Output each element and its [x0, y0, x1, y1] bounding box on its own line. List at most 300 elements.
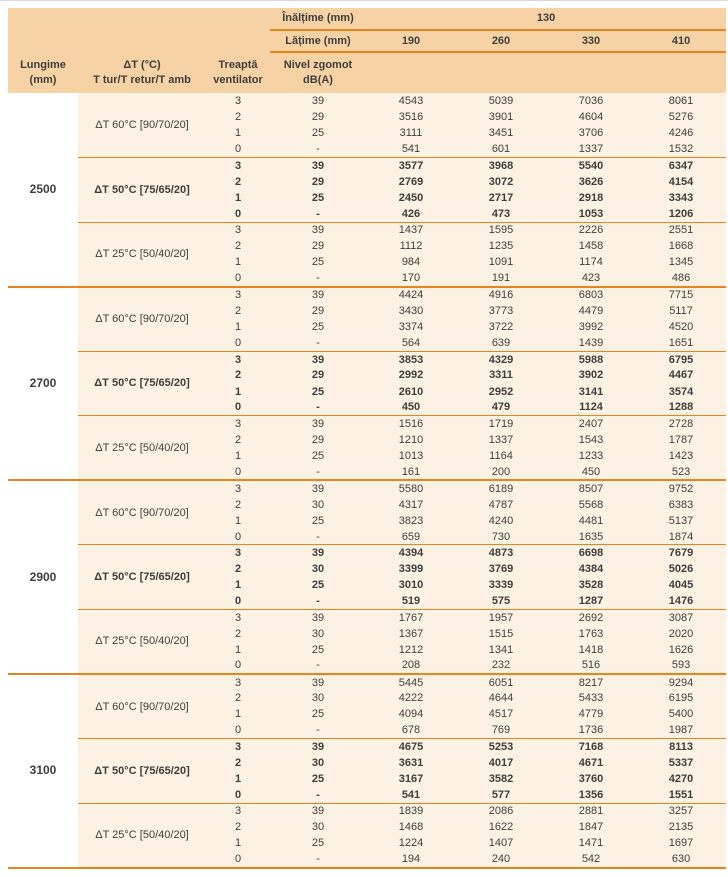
noise-level-value: 30 [270, 819, 366, 835]
heat-output-value: 4017 [456, 755, 546, 771]
heat-output-value: 450 [366, 400, 456, 416]
fan-step-value: 0 [206, 593, 270, 609]
noise-level-value: 39 [270, 287, 366, 303]
fan-step-value: 1 [206, 190, 270, 206]
heat-output-value: 7679 [636, 545, 726, 561]
heat-output-value: 5568 [546, 497, 636, 513]
heat-output-value: 2692 [546, 610, 636, 626]
delta-t-label: ΔT 60°C [90/70/20] [78, 674, 206, 739]
fan-step-value: 2 [206, 497, 270, 513]
noise-level-value: 25 [270, 706, 366, 722]
heat-output-value: 659 [366, 529, 456, 545]
heat-output-value: 3769 [456, 561, 546, 577]
fan-step-value: 1 [206, 642, 270, 658]
heat-output-value: 3773 [456, 303, 546, 319]
noise-level-value: 29 [270, 238, 366, 254]
fan-step-value: 2 [206, 174, 270, 190]
heat-output-value: 3072 [456, 174, 546, 190]
fan-step-value: 0 [206, 529, 270, 545]
heat-output-value: 450 [546, 464, 636, 480]
length-value: 2700 [8, 287, 78, 481]
heat-output-value: 4094 [366, 706, 456, 722]
heat-output-value: 4424 [366, 287, 456, 303]
heat-output-value: 1367 [366, 626, 456, 642]
heat-output-value: 3823 [366, 513, 456, 529]
fan-step-value: 0 [206, 141, 270, 157]
fan-step-value: 3 [206, 416, 270, 432]
heat-output-value: 516 [546, 658, 636, 674]
heat-output-value: 2086 [456, 803, 546, 819]
heat-output-table [8, 8, 726, 869]
fan-step-value: 0 [206, 464, 270, 480]
heat-output-value: 3902 [546, 367, 636, 383]
heat-output-value: 769 [456, 722, 546, 738]
heat-output-value: 1763 [546, 626, 636, 642]
noise-level-value: 25 [270, 384, 366, 400]
delta-t-column-header: ΔT (°C) T tur/T retur/T amb [78, 52, 206, 93]
heat-output-value: 2952 [456, 384, 546, 400]
fan-step-value: 2 [206, 238, 270, 254]
heat-output-value: 8113 [636, 739, 726, 755]
heat-output-value: 5433 [546, 690, 636, 706]
heat-output-value: 1337 [456, 432, 546, 448]
heat-output-value: 8061 [636, 93, 726, 109]
table-row [8, 416, 726, 432]
noise-level-value: - [270, 206, 366, 222]
fan-step-value: 1 [206, 384, 270, 400]
heat-output-value: 575 [456, 593, 546, 609]
table-header [8, 8, 726, 93]
fan-step-value: 3 [206, 93, 270, 109]
heat-output-value: 2020 [636, 626, 726, 642]
noise-level-value: 39 [270, 610, 366, 626]
heat-output-value: 170 [366, 271, 456, 287]
delta-t-label: ΔT 25°C [50/40/20] [78, 222, 206, 287]
heat-output-value: 5026 [636, 561, 726, 577]
heat-output-value: 1626 [636, 642, 726, 658]
heat-output-value: 6803 [546, 287, 636, 303]
noise-level-value: 39 [270, 803, 366, 819]
fan-step-value: 0 [206, 206, 270, 222]
heat-output-value: 3722 [456, 319, 546, 335]
heat-output-value: 1635 [546, 529, 636, 545]
heat-output-value: 1468 [366, 819, 456, 835]
heat-output-value: 1224 [366, 835, 456, 851]
heat-output-value: 3430 [366, 303, 456, 319]
heat-output-value: 639 [456, 335, 546, 351]
noise-level-column-header: Nivel zgomot dB(A) [270, 52, 366, 93]
heat-output-value: 4317 [366, 497, 456, 513]
heat-output-value: 3311 [456, 367, 546, 383]
heat-output-value: 630 [636, 852, 726, 868]
fan-step-value: 1 [206, 706, 270, 722]
heat-output-value: 3141 [546, 384, 636, 400]
heat-output-value: 486 [636, 271, 726, 287]
fan-step-value: 1 [206, 577, 270, 593]
delta-t-label: ΔT 25°C [50/40/20] [78, 803, 206, 868]
length-value: 3100 [8, 674, 78, 868]
heat-output-value: 730 [456, 529, 546, 545]
fan-step-value: 3 [206, 480, 270, 496]
heat-output-value: 542 [546, 852, 636, 868]
heat-output-value: 5445 [366, 674, 456, 690]
noise-level-value: 39 [270, 158, 366, 174]
heat-output-value: 479 [456, 400, 546, 416]
delta-t-label: ΔT 50°C [75/65/20] [78, 351, 206, 416]
fan-step-column-header: Treaptă ventilator [206, 52, 270, 93]
heat-output-value: 1622 [456, 819, 546, 835]
noise-level-value: - [270, 593, 366, 609]
heat-output-value: 4240 [456, 513, 546, 529]
heat-output-value: 3626 [546, 174, 636, 190]
table-row [8, 222, 726, 238]
heat-output-value: 4787 [456, 497, 546, 513]
heat-output-value: 3399 [366, 561, 456, 577]
heat-output-value: 1091 [456, 254, 546, 270]
heat-output-value: 1164 [456, 448, 546, 464]
fan-step-value: 3 [206, 674, 270, 690]
heat-output-value: 1337 [546, 141, 636, 157]
heat-output-value: 6347 [636, 158, 726, 174]
heat-output-value: 2717 [456, 190, 546, 206]
heat-output-value: 4543 [366, 93, 456, 109]
table-row [8, 287, 726, 303]
table-row [8, 351, 726, 367]
fan-step-value: 2 [206, 432, 270, 448]
heat-output-value: 3010 [366, 577, 456, 593]
heat-output-value: 4675 [366, 739, 456, 755]
fan-step-value: 3 [206, 739, 270, 755]
noise-level-value: 25 [270, 835, 366, 851]
heat-output-value: 3374 [366, 319, 456, 335]
table-row [8, 739, 726, 755]
page-top-divider [0, 0, 728, 1]
heat-output-value: 1543 [546, 432, 636, 448]
fan-step-value: 3 [206, 222, 270, 238]
heat-output-value: 3968 [456, 158, 546, 174]
length-column-header: Lungime (mm) [8, 52, 78, 93]
heat-output-value: 2226 [546, 222, 636, 238]
delta-t-label: ΔT 25°C [50/40/20] [78, 416, 206, 481]
heat-output-value: 1437 [366, 222, 456, 238]
heat-output-value: 1839 [366, 803, 456, 819]
heat-output-value: 191 [456, 271, 546, 287]
heat-output-value: 4329 [456, 351, 546, 367]
noise-level-value: - [270, 658, 366, 674]
fan-step-value: 2 [206, 819, 270, 835]
heat-output-value: 1212 [366, 642, 456, 658]
heat-output-value: 3706 [546, 125, 636, 141]
height-header-row [8, 8, 726, 30]
heat-output-value: 1736 [546, 722, 636, 738]
noise-level-value: 39 [270, 545, 366, 561]
heat-output-value: 4916 [456, 287, 546, 303]
heat-output-value: 4479 [546, 303, 636, 319]
heat-output-value: 593 [636, 658, 726, 674]
heat-output-value: 4517 [456, 706, 546, 722]
delta-t-label: ΔT 60°C [90/70/20] [78, 287, 206, 352]
heat-output-value: 6051 [456, 674, 546, 690]
heat-output-value: 9752 [636, 480, 726, 496]
fan-step-value: 1 [206, 254, 270, 270]
noise-level-value: - [270, 722, 366, 738]
heat-output-value: 2881 [546, 803, 636, 819]
heat-output-value: 4520 [636, 319, 726, 335]
heat-output-value: 3257 [636, 803, 726, 819]
fan-step-value: 1 [206, 771, 270, 787]
noise-level-value: - [270, 852, 366, 868]
heat-output-value: 3853 [366, 351, 456, 367]
noise-level-value: 30 [270, 755, 366, 771]
heat-output-value: 4467 [636, 367, 726, 383]
heat-output-value: 4154 [636, 174, 726, 190]
heat-output-value: 3577 [366, 158, 456, 174]
fan-step-value: 0 [206, 400, 270, 416]
heat-output-value: 4045 [636, 577, 726, 593]
heat-output-value: 577 [456, 787, 546, 803]
heat-output-value: 4246 [636, 125, 726, 141]
delta-t-label: ΔT 25°C [50/40/20] [78, 610, 206, 675]
heat-output-value: 2728 [636, 416, 726, 432]
fan-step-value: 1 [206, 125, 270, 141]
heat-output-value: 5253 [456, 739, 546, 755]
heat-output-value: 1407 [456, 835, 546, 851]
heat-output-value: 1787 [636, 432, 726, 448]
heat-output-value: 6795 [636, 351, 726, 367]
heat-output-value: 4394 [366, 545, 456, 561]
heat-output-value: 2918 [546, 190, 636, 206]
noise-level-value: 25 [270, 254, 366, 270]
noise-level-value: 29 [270, 432, 366, 448]
heat-output-value: 564 [366, 335, 456, 351]
heat-output-value: 1516 [366, 416, 456, 432]
width-column-header: 330 [546, 30, 636, 52]
heat-output-value: 523 [636, 464, 726, 480]
heat-output-value: 4873 [456, 545, 546, 561]
fan-step-value: 2 [206, 690, 270, 706]
table-row [8, 803, 726, 819]
heat-output-value: 2450 [366, 190, 456, 206]
table-row [8, 480, 726, 496]
heat-output-value: 3574 [636, 384, 726, 400]
heat-output-value: 6383 [636, 497, 726, 513]
fan-step-value: 0 [206, 658, 270, 674]
noise-level-value: 39 [270, 674, 366, 690]
heat-output-value: 3528 [546, 577, 636, 593]
fan-step-value: 2 [206, 367, 270, 383]
width-header-row [8, 30, 726, 52]
delta-t-label: ΔT 60°C [90/70/20] [78, 93, 206, 158]
heat-output-value: 5276 [636, 109, 726, 125]
header-spacer [366, 52, 726, 93]
width-column-header: 190 [366, 30, 456, 52]
heat-output-value: 1458 [546, 238, 636, 254]
heat-output-value: 3516 [366, 109, 456, 125]
noise-level-value: 30 [270, 626, 366, 642]
heat-output-value: 1418 [546, 642, 636, 658]
heat-output-value: 678 [366, 722, 456, 738]
noise-level-value: - [270, 464, 366, 480]
heat-output-value: 3631 [366, 755, 456, 771]
heat-output-value: 3992 [546, 319, 636, 335]
heat-output-value: 1013 [366, 448, 456, 464]
heat-output-value: 1206 [636, 206, 726, 222]
heat-output-value: 1124 [546, 400, 636, 416]
delta-t-label: ΔT 50°C [75/65/20] [78, 739, 206, 804]
heat-output-value: 5337 [636, 755, 726, 771]
heat-output-value: 5039 [456, 93, 546, 109]
fan-step-value: 3 [206, 610, 270, 626]
fan-step-value: 1 [206, 319, 270, 335]
heat-output-value: 1341 [456, 642, 546, 658]
heat-output-value: 541 [366, 141, 456, 157]
noise-level-value: 25 [270, 319, 366, 335]
heat-output-value: 4222 [366, 690, 456, 706]
heat-output-value: 5117 [636, 303, 726, 319]
fan-step-value: 3 [206, 351, 270, 367]
noise-level-value: 39 [270, 416, 366, 432]
noise-level-value: 29 [270, 367, 366, 383]
heat-output-value: 200 [456, 464, 546, 480]
heat-output-value: 4671 [546, 755, 636, 771]
fan-step-value: 3 [206, 545, 270, 561]
table-row [8, 158, 726, 174]
width-column-header: 410 [636, 30, 726, 52]
heat-output-value: 240 [456, 852, 546, 868]
heat-output-value: 3087 [636, 610, 726, 626]
heat-output-value: 1767 [366, 610, 456, 626]
table-body [8, 93, 726, 868]
noise-level-value: 39 [270, 739, 366, 755]
delta-t-label: ΔT 50°C [75/65/20] [78, 158, 206, 223]
heat-output-value: 2610 [366, 384, 456, 400]
noise-level-value: - [270, 335, 366, 351]
heat-output-value: 5137 [636, 513, 726, 529]
heat-output-value: 1423 [636, 448, 726, 464]
heat-output-value: 1471 [546, 835, 636, 851]
heat-output-value: 4481 [546, 513, 636, 529]
heat-output-value: 6189 [456, 480, 546, 496]
table-row [8, 545, 726, 561]
noise-level-value: 25 [270, 125, 366, 141]
heat-output-value: 1174 [546, 254, 636, 270]
heat-output-value: 3343 [636, 190, 726, 206]
noise-level-value: - [270, 787, 366, 803]
heat-output-value: 601 [456, 141, 546, 157]
heat-output-value: 1551 [636, 787, 726, 803]
delta-t-label: ΔT 50°C [75/65/20] [78, 545, 206, 610]
length-value: 2500 [8, 93, 78, 287]
heat-output-value: 1987 [636, 722, 726, 738]
fan-step-value: 0 [206, 852, 270, 868]
heat-output-value: 1957 [456, 610, 546, 626]
heat-output-value: 1874 [636, 529, 726, 545]
heat-output-value: 4644 [456, 690, 546, 706]
heat-output-value: 1053 [546, 206, 636, 222]
noise-level-value: 25 [270, 190, 366, 206]
noise-level-value: 25 [270, 577, 366, 593]
heat-output-value: 6195 [636, 690, 726, 706]
height-header-label: Înălțime (mm) [270, 8, 366, 30]
heat-output-value: 5400 [636, 706, 726, 722]
heat-output-value: 4384 [546, 561, 636, 577]
fan-step-value: 0 [206, 271, 270, 287]
heat-output-value: 3760 [546, 771, 636, 787]
table-row [8, 610, 726, 626]
fan-step-value: 2 [206, 626, 270, 642]
noise-level-value: 29 [270, 109, 366, 125]
heat-output-value: 8507 [546, 480, 636, 496]
fan-step-value: 2 [206, 303, 270, 319]
heat-output-value: 426 [366, 206, 456, 222]
heat-output-value: 5540 [546, 158, 636, 174]
heat-output-value: 984 [366, 254, 456, 270]
noise-level-value: 39 [270, 351, 366, 367]
heat-output-value: 519 [366, 593, 456, 609]
heat-output-value: 3111 [366, 125, 456, 141]
heat-output-value: 1532 [636, 141, 726, 157]
noise-level-value: - [270, 271, 366, 287]
noise-level-value: - [270, 529, 366, 545]
fan-step-value: 1 [206, 835, 270, 851]
heat-output-value: 1697 [636, 835, 726, 851]
noise-level-value: 29 [270, 174, 366, 190]
heat-output-value: 1719 [456, 416, 546, 432]
fan-step-value: 2 [206, 755, 270, 771]
table-row [8, 674, 726, 690]
heat-output-value: 3451 [456, 125, 546, 141]
noise-level-value: 39 [270, 93, 366, 109]
header-spacer [8, 8, 270, 30]
heat-output-value: 7036 [546, 93, 636, 109]
heat-output-value: 3339 [456, 577, 546, 593]
heat-output-value: 232 [456, 658, 546, 674]
fan-step-value: 3 [206, 287, 270, 303]
noise-level-value: 25 [270, 642, 366, 658]
height-header-value: 130 [366, 8, 726, 30]
noise-level-value: 39 [270, 480, 366, 496]
heat-output-value: 7715 [636, 287, 726, 303]
heat-output-value: 9294 [636, 674, 726, 690]
heat-output-value: 1233 [546, 448, 636, 464]
column-titles-row [8, 52, 726, 93]
width-column-header: 260 [456, 30, 546, 52]
heat-output-value: 1345 [636, 254, 726, 270]
heat-output-value: 1235 [456, 238, 546, 254]
heat-output-value: 1668 [636, 238, 726, 254]
fan-step-value: 3 [206, 158, 270, 174]
heat-output-value: 1210 [366, 432, 456, 448]
heat-output-value: 161 [366, 464, 456, 480]
fan-step-value: 2 [206, 561, 270, 577]
fan-step-value: 0 [206, 787, 270, 803]
heat-output-value: 1847 [546, 819, 636, 835]
heat-output-value: 194 [366, 852, 456, 868]
heat-output-value: 4779 [546, 706, 636, 722]
heat-output-value: 6698 [546, 545, 636, 561]
noise-level-value: 25 [270, 513, 366, 529]
heat-output-value: 1112 [366, 238, 456, 254]
header-spacer [8, 30, 270, 52]
table-row [8, 93, 726, 109]
heat-output-value: 5988 [546, 351, 636, 367]
heat-output-value: 2769 [366, 174, 456, 190]
heat-output-value: 4604 [546, 109, 636, 125]
noise-level-value: 39 [270, 222, 366, 238]
noise-level-value: 29 [270, 303, 366, 319]
delta-t-label: ΔT 60°C [90/70/20] [78, 480, 206, 545]
width-header-label: Lățime (mm) [270, 30, 366, 52]
